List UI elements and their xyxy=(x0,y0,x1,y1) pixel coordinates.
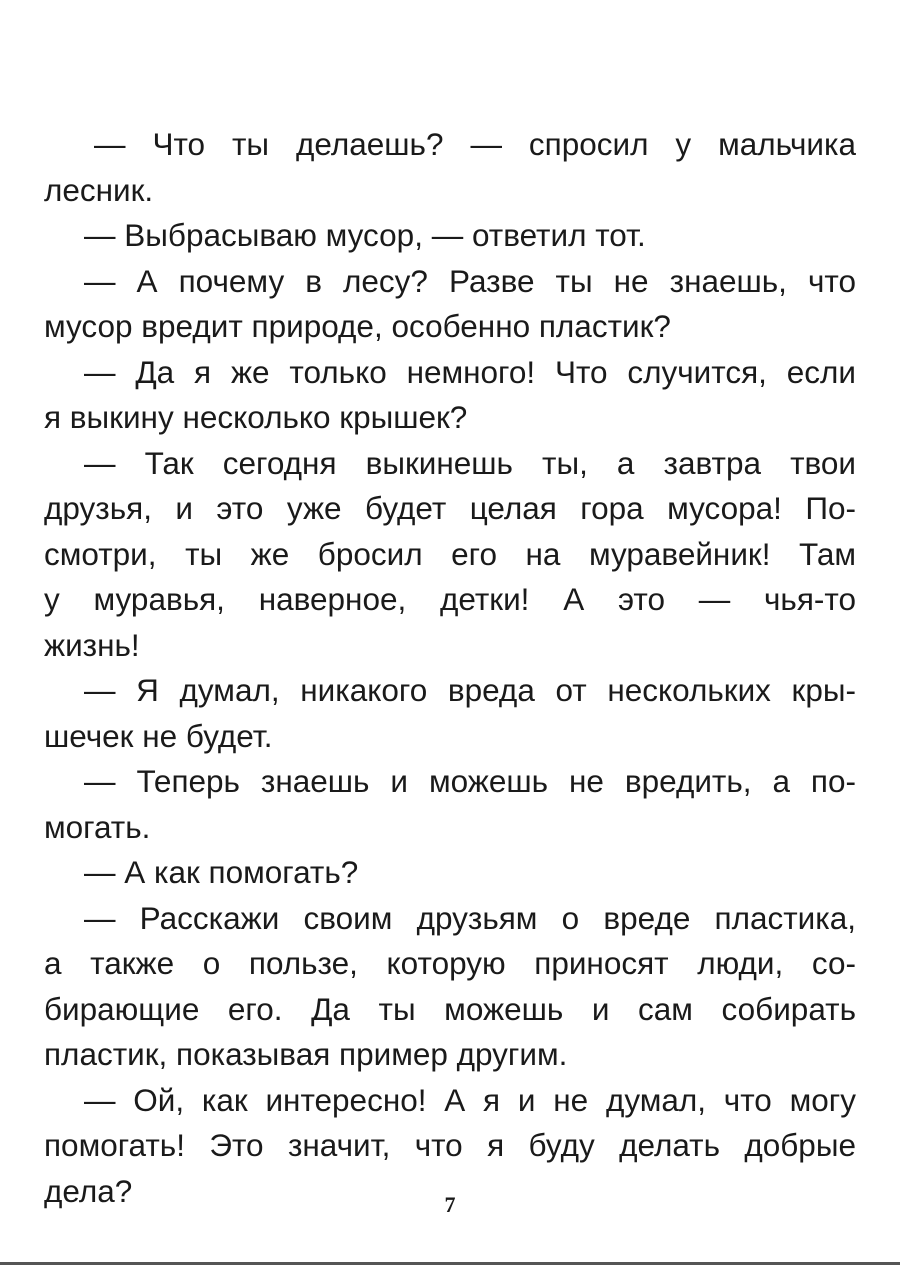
text-line: я выкину несколько крышек? xyxy=(44,399,468,435)
text-line: шечек не будет. xyxy=(44,717,273,754)
text-line: — Я думал, никакого вреда от нескольких кры- xyxy=(84,672,856,708)
text-line: друзья, и это уже будет целая гора мусора! По- xyxy=(44,490,856,526)
text-line: — А как помогать? xyxy=(84,854,359,890)
text-line: дела? xyxy=(44,1172,133,1209)
text-line: — Расскажи своим друзьям о вреде пластика, xyxy=(84,899,856,936)
text-line: лесник. xyxy=(44,171,154,208)
story-text xyxy=(44,122,856,1214)
text-line: мусор вредит природе, особенно пластик? xyxy=(44,308,671,344)
text-line: у муравья, наверное, детки! А это — чья-то xyxy=(44,581,856,617)
text-line: помогать! Это значит, что я буду делать добрые xyxy=(44,1127,856,1163)
text-line: — Теперь знаешь и можешь не вредить, а по- xyxy=(84,763,856,799)
text-line: — А почему в лесу? Разве ты не знаешь, что xyxy=(84,262,856,299)
text-line: смотри, ты же бросил его на муравейник! Там xyxy=(44,535,856,572)
text-line: — Да я же только немного! Что случится, если xyxy=(84,353,856,390)
page-number: 7 xyxy=(444,1192,456,1217)
text-line: могать. xyxy=(44,808,151,845)
text-line: пластик, показывая пример другим. xyxy=(44,1036,568,1072)
text-line: а также о пользе, которую приносят люди, со- xyxy=(44,945,856,981)
text-line: — Что ты делаешь? — спросил у мальчика xyxy=(94,126,856,162)
text-line: — Так сегодня выкинешь ты, а завтра твои xyxy=(84,444,856,481)
bottom-divider xyxy=(0,1262,900,1265)
text-line: — Ой, как интересно! А я и не думал, что могу xyxy=(84,1081,856,1118)
text-line: жизнь! xyxy=(44,626,140,663)
text-line: — Выбрасываю мусор, — ответил тот. xyxy=(84,217,646,253)
text-line: бирающие его. Да ты можешь и сам собирать xyxy=(44,990,856,1027)
